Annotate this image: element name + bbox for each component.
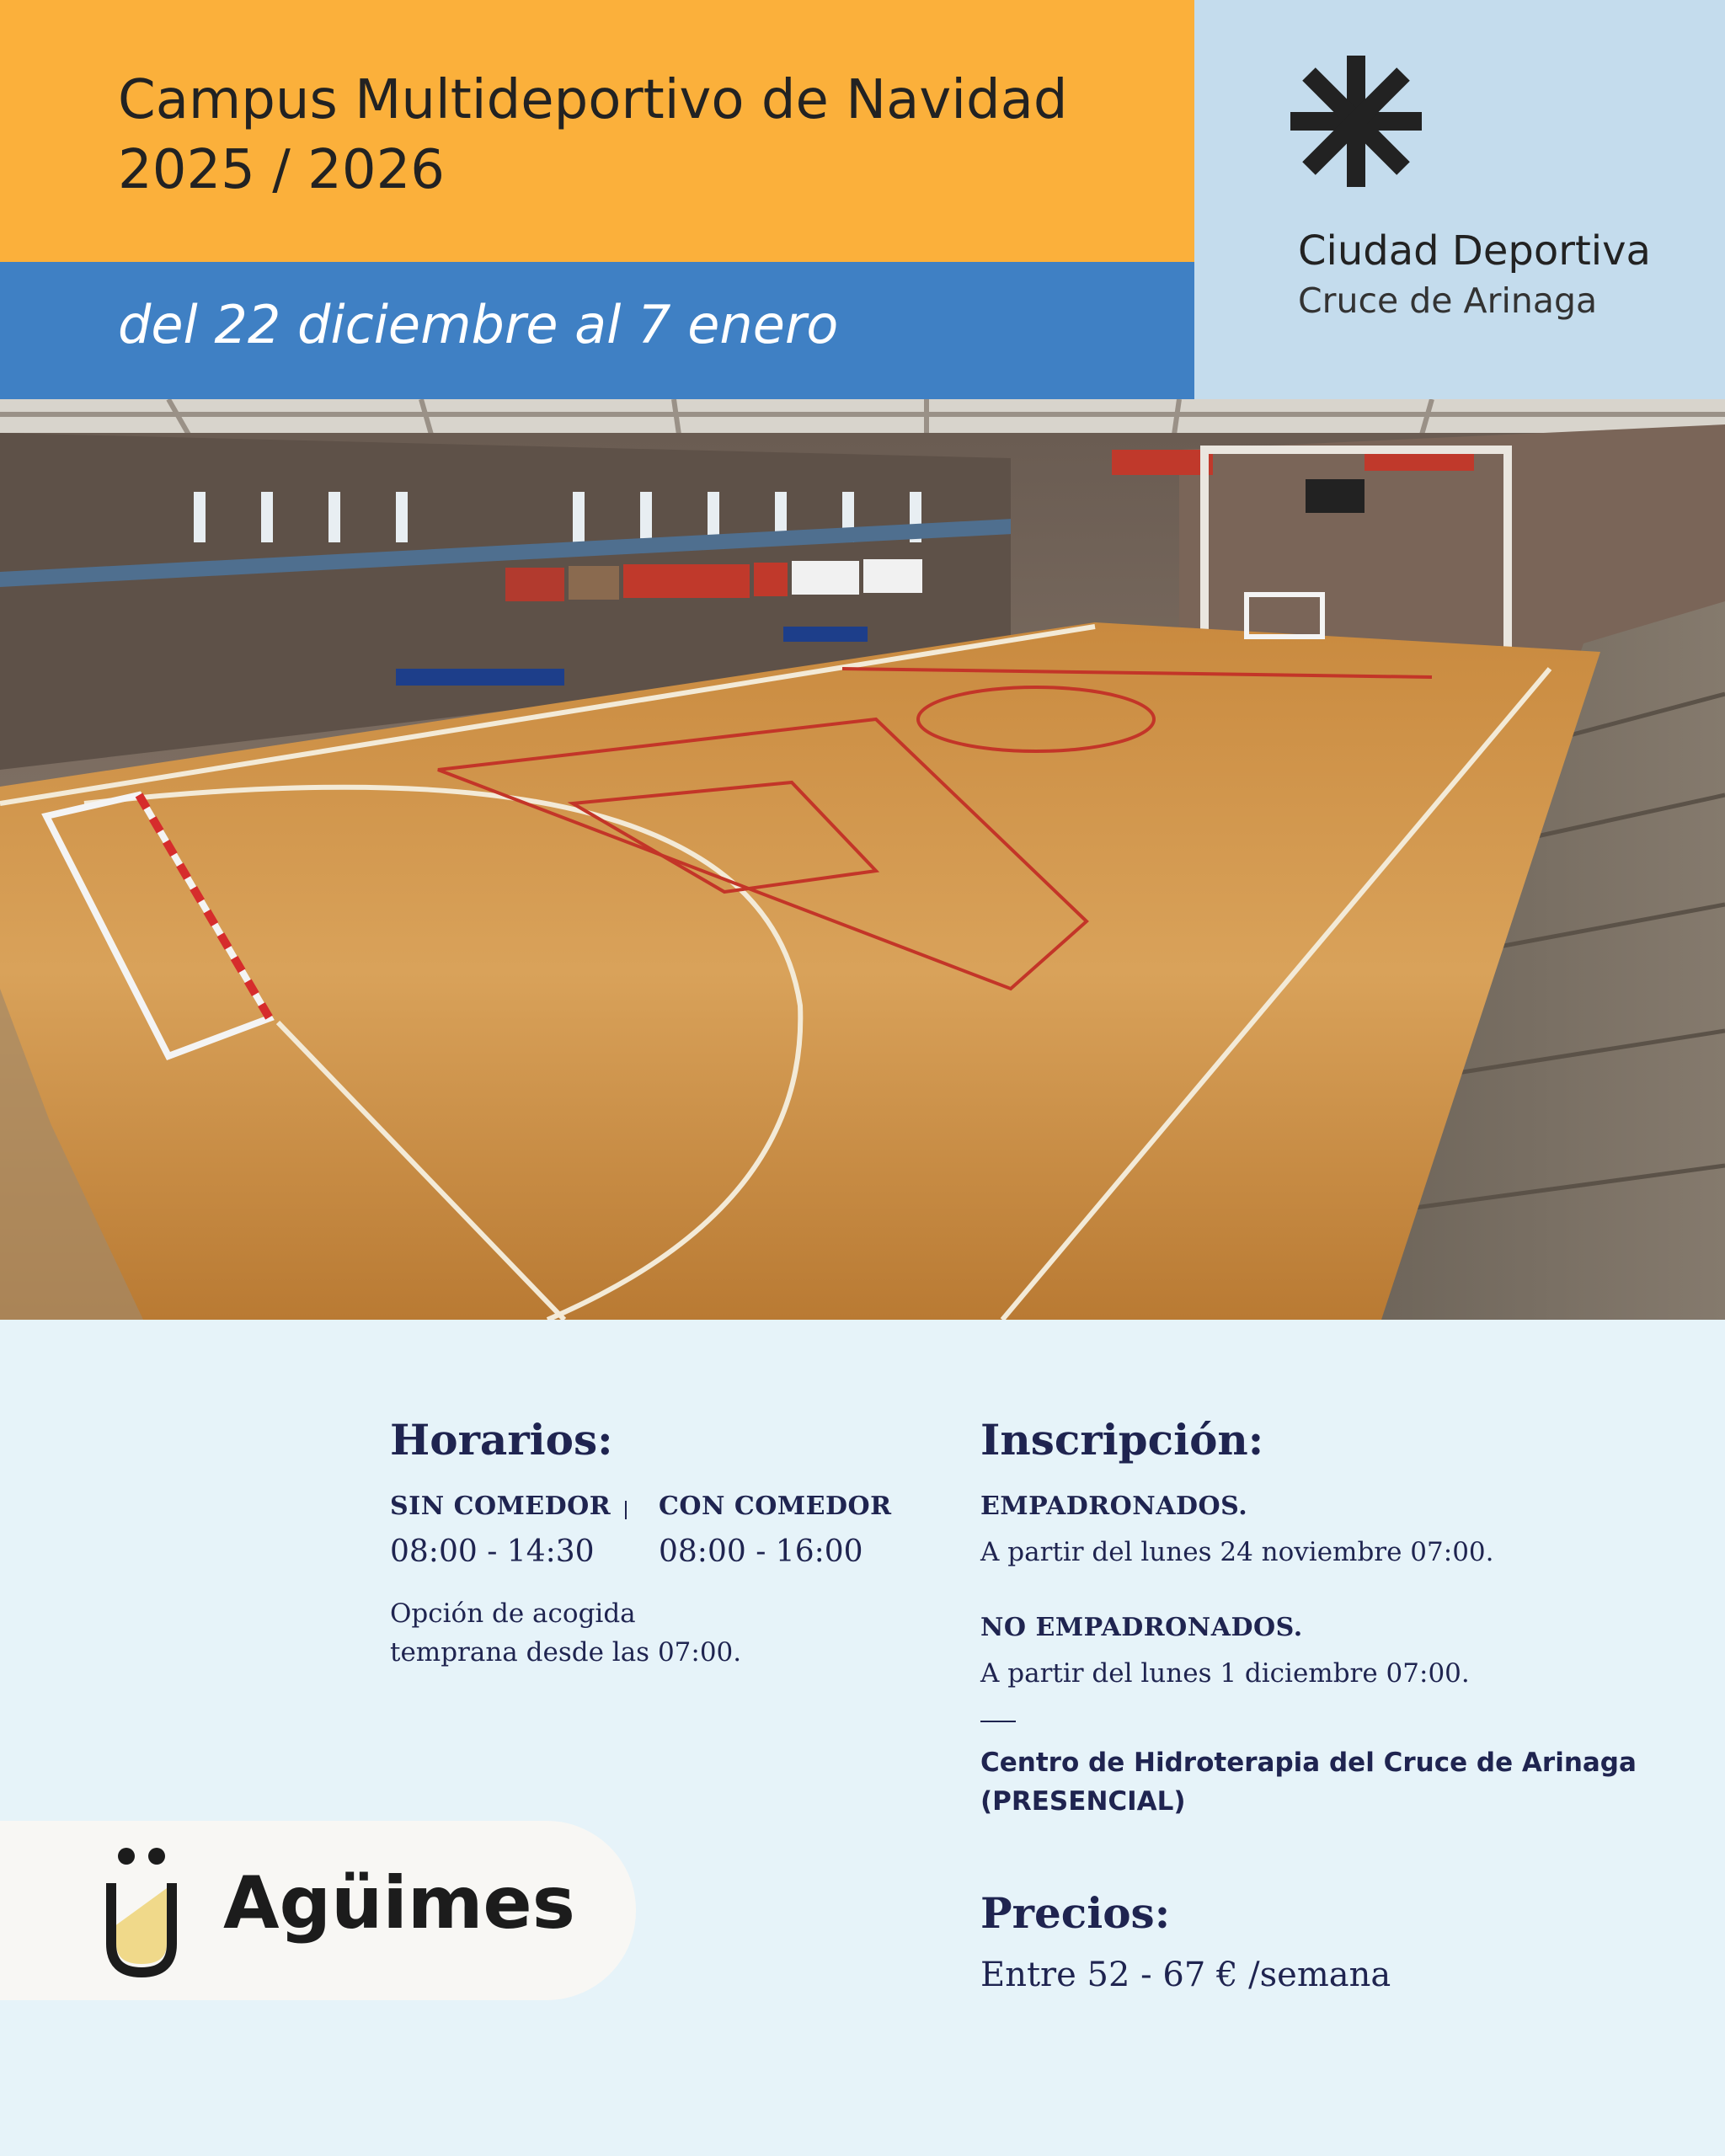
- aguimes-u-logo-icon: [99, 1844, 184, 1979]
- campus-dates: del 22 diciembre al 7 enero: [118, 294, 839, 355]
- campus-title-line1: Campus Multideportivo de Navidad: [118, 69, 1068, 131]
- sin-comedor-label: SIN COMEDOR: [390, 1492, 611, 1521]
- precios-text: Entre 52 - 67 € /semana: [980, 1956, 1391, 1994]
- aguimes-logo-badge: [0, 1821, 636, 2000]
- aguimes-name: Agüimes: [223, 1861, 575, 1945]
- inscripcion-heading: Inscripción:: [980, 1415, 1264, 1465]
- campus-title-line2: 2025 / 2026: [118, 139, 445, 201]
- no-empadronados-text: A partir del lunes 1 diciembre 07:00.: [980, 1658, 1470, 1689]
- inscripcion-divider: [980, 1721, 1016, 1722]
- no-empadronados-label: NO EMPADRONADOS.: [980, 1613, 1303, 1642]
- horarios-heading: Horarios:: [390, 1415, 613, 1465]
- schedule-divider: [625, 1501, 627, 1519]
- acogida-line2: temprana desde las 07:00.: [390, 1637, 742, 1668]
- acogida-line1: Opción de acogida: [390, 1598, 636, 1629]
- acogida-note: [390, 1594, 741, 1672]
- centro-line2: (PRESENCIAL): [980, 1786, 1186, 1817]
- organizer-subtitle: Cruce de Arinaga: [1298, 280, 1598, 321]
- organizer-name: Ciudad Deportiva: [1298, 227, 1651, 275]
- precios-heading: Precios:: [980, 1888, 1171, 1938]
- organizer-logo-panel: [1194, 0, 1725, 399]
- empadronados-text: A partir del lunes 24 noviembre 07:00.: [980, 1537, 1494, 1567]
- centro-line1: Centro de Hidroterapia del Cruce de Arinaga: [980, 1748, 1637, 1778]
- campus-title: [118, 66, 1162, 205]
- sports-hall-photo: [0, 399, 1725, 1320]
- empadronados-label: EMPADRONADOS.: [980, 1492, 1248, 1521]
- asterisk-logo-icon: [1287, 52, 1425, 190]
- con-comedor-time: 08:00 - 16:00: [659, 1534, 863, 1569]
- header-title-panel: [0, 0, 1194, 262]
- con-comedor-label: CON COMEDOR: [659, 1492, 892, 1521]
- header-dates-panel: [0, 262, 1194, 399]
- sin-comedor-time: 08:00 - 14:30: [390, 1534, 595, 1569]
- centro-location: [980, 1743, 1637, 1821]
